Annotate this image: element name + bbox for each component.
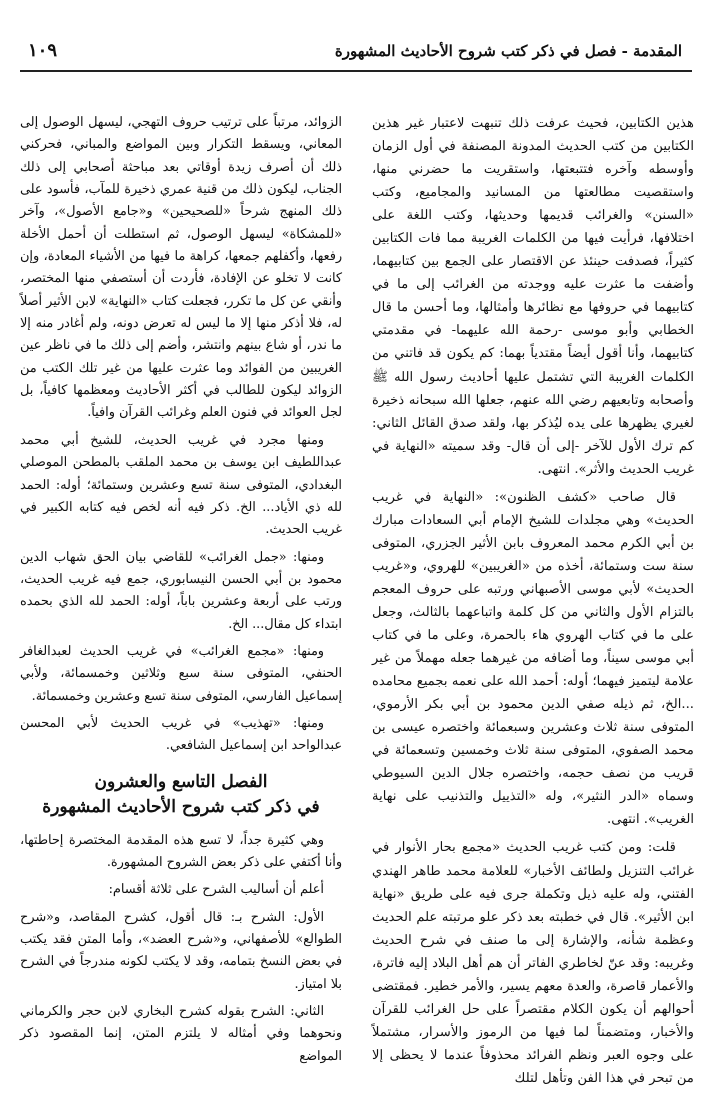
right-column [372, 112, 694, 1095]
page-number: ١٠٩ [28, 40, 58, 61]
paragraph: قال صاحب «كشف الظنون»: «النهاية في غريب الحديث» وهي مجلدات للشيخ الإمام أبي السعادات مبارك بن أبي الكرم محمد المعروف بابن الأثير الجزري، المتوفى سنة ست وستمائة، أخذه من «الغريبين» للهروي، و«غريب الحديث» لأبي موسى الأصبهاني ورتبه على حروف المعجم بالتزام الأول والثاني من كل كلمة واتباعهما بالثالث، وجعل على ما في كتاب الهروي هاء بالحمرة، وعلى ما في كتاب أبي موسى سيناً، وما أضافه من غيرهما جعله مهملاً من غير علامة ليتميز فيهما؛ أوله: أحمد الله على نعمه بجميع محامده ...الخ، ثم ذيله صفي الدين محمود بن أبي بكر الأرموي، المتوفى سنة ثلاث وعشرين وسبعمائة واختصره عيسى بن محمد الصفوي، المتوفى سنة ثلاث وخمسين وتسعمائة في قريب من نصف حجمه، واختصره جلال الدين السيوطي وسماه «الدر النثير»، وله «التذييل والتذنيب على نهاية الغريب». انتهى. [372, 489, 694, 828]
header-title: المقدمة - فصل في ذكر كتب شروح الأحاديث المشهورة [334, 42, 682, 60]
section-heading-line1: الفصل التاسع والعشرون [94, 771, 268, 792]
paragraph: ومنها: «جمل الغرائب» للقاضي بيان الحق شهاب الدين محمود بن أبي الحسن النيسابوري، جمع فيه غريب الحديث، ورتب على أربعة وعشرين باباً، أوله: الحمد لله الذي بحمده ابتداء كل مقال... الخ. [20, 549, 343, 632]
paragraph: ومنها: «مجمع الغرائب» في غريب الحديث لعبدالغافر الحنفي، المتوفى سنة سبع وثلاثين وخمسمائة، ولأبي إسماعيل الفارسي، المتوفى سنة تسع وعشرين وخمسمائة. [20, 643, 342, 704]
paragraph: ومنها: «تهذيب» في غريب الحديث لأبي المحسن عبدالواحد ابن إسماعيل الشافعي. [20, 715, 342, 754]
paragraph: وهي كثيرة جداً، لا تسع هذه المقدمة المختصرة إحاطتها، وأنا أكتفي على ذكر بعض الشروح المشهورة. [20, 832, 342, 870]
paragraph: الثاني: الشرح بقوله كشرح البخاري لابن حجر والكرماني ونحوهما وفي أمثاله لا يلتزم المتن، إنما المقصود ذكر المواضع [20, 1004, 342, 1064]
paragraph: أعلم أن أساليب الشرح على ثلاثة أقسام: [108, 882, 324, 898]
paragraph: الزوائد، مرتباً على ترتيب حروف التهجي، ليسهل الوصول إلى المعاني، ويسقط التكرار وبين المواضع والمباني، فحركني ذلك أن أصرف زيدة أوقاتي بعد مباحثة أصحابي إلى ذلك الجناب، ليكون ذلك من قنية عمري ذخيرة للمآب، فأسود على ذلك المنهج شرحاً «للصحيحين» و«جامع الأصول»، وآخر «للمشكاة» ليسهل الوصول، ثم استطلت أن أحمل الأخلة رفعها، وأكفلهم جمعها، كراهة ما فيها من الأشياء المعادة، وإن كانت لا تخلو عن الإفادة، فأردت أن أستصفي منها المختصر، وأنقي عن كل ما تكرر، فجعلت كتاب «النهاية» لابن الأثير أصلاً له، فلا أذكر منها إلا ما ليس له تعرض دونه، ولم أغادر منه إلا ما ندر، أو شاع بينهم وانتشر، وأضم إلى ذلك ما في ناظر عين الغريبين من الفوائد وما عثرت عليها من غير تلك الكتب من الزوائد ليكون للطالب في أكثر الأحاديث ومعظمها كافياً، بل لجل العوائد في فنون العلم وغرائب القرآن وافياً. [20, 115, 342, 421]
paragraph: الأول: الشرح بـ: قال أقول، كشرح المقاصد، و«شرح الطوالع» للأصفهاني، و«شرح العضد»، وأما المتن فقد يكتب في بعض النسخ بتمامه، وقد لا يكتب لكونه مندرجاً في الشرح بلا امتياز. [20, 909, 342, 992]
paragraph: ومنها مجرد في غريب الحديث، للشيخ أبي محمد عبداللطيف ابن يوسف بن محمد الملقب بالمطحن الموصلي البغدادي، المتوفى سنة تسع وعشرين وستمائة؛ أوله: الحمد لله ذي الأياد... الخ. ذكر فيه أنه لخص فيه كتابه الكبير في غريب الحديث. [20, 432, 342, 538]
section-heading [20, 770, 342, 820]
paragraph: قلت: ومن كتب غريب الحديث «مجمع بحار الأنوار في غرائب التنزيل ولطائف الأخبار» للعلامة محمد طاهر الهندي الفتني، وله عليه ذيل وتكملة جرى فيه على طريق «نهاية ابن الأثير». قال في خطبته بعد ذكر علو مرتبته علم الحديث وعظمة شأنه، والإشارة إلى ما صنف في شرح الحديث وغريبه: وقد عنّ لخاطري الفاتر أن هم أهل البلاد إليه فاترة، والأعمار قاصرة، والعدة معهم يسير، والأمر خطير. فمقتضى أحوالهم أن يكون الكلام مقتصراً على حل الغرائب للقرآن والأخبار، ومتضمناً لما فيها من الرموز والأسرار، مشتملاً على وجوه العبر ونظم الفرائد محذوفاً عندما لا يحظى إلا من تبحر في هذا الفن وتأهل لتلك [372, 840, 694, 1086]
running-header [20, 38, 692, 72]
left-column [20, 112, 342, 1073]
section-heading-line2: في ذكر كتب شروح الأحاديث المشهورة [42, 796, 320, 817]
paragraph: هذين الكتابين، فحيث عرفت ذلك تنبهت لاعتبار غير هذين الكتابين من كتب الحديث المدونة المصنفة في أول الزمان وأوسطه وآخره فتتبعتها، واستقريت ما حضرني منها، واستقصيت مطالعتها من المسانيد والمجاميع، وكتب «السنن» والغرائب قديمها وحديثها، وكتب اللغة على اختلافها، فرأيت فيها من الكلمات الغريبة مما فات الكتابين كثيراً، فصدفت حينئذ عن الاقتصار على الجمع بين كتابيهما، وأضفت ما عثرت عليه ووجدته من الغرائب إلى ما في كتابيهما في حروفها مع نظائرها وأمثالها، وما أحسن ما قال الخطابي وأبو موسى -رحمة الله عليهما- في مقدمتي كتابيهما، وأنا أقول أيضاً مقتدياً بهما: كم يكون قد فاتني من الكلمات الغريبة التي تشتمل عليها أحاديث رسول الله ﷺ وأصحابه وتابعيهم رضي الله عنهم، جعلها الله سبحانه ذخيرة لغيري يظهرها على يده ليُذكر بها، ولقد صدق القائل الثاني: كم ترك الأول للآخر -إلى أن قال- وقد سميته «النهاية في غريب الحديث والأثر». انتهى. [372, 116, 694, 477]
